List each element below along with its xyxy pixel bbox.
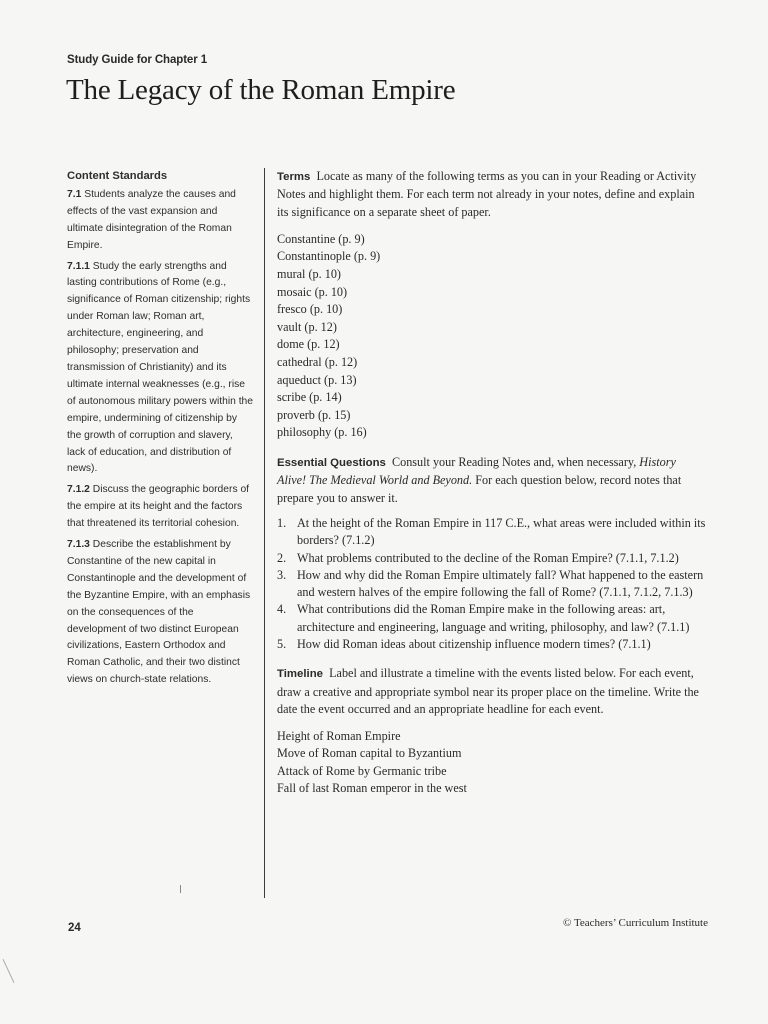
question-number: 3. — [277, 567, 287, 582]
question-number: 5. — [277, 636, 287, 651]
timeline-event: Height of Roman Empire — [277, 729, 401, 744]
standard-item — [67, 482, 253, 533]
timeline-instructions: Label and illustrate a timeline with the events listed below. For each event, draw a creative and appropriate symbol near its proper place on the timeline. Write the date the event occurred and an appropriate headline for each event. — [277, 666, 699, 716]
terms-section — [277, 168, 707, 442]
content-standards-heading: Content Standards — [67, 170, 168, 182]
question-text: What problems contributed to the decline of the Roman Empire? (7.1.1, 7.1.2) — [297, 550, 679, 565]
standard-text: Describe the establishment by Constantine of the new capital in Constantinople and the development of the Byzantine Empire, with an emphasis on the consequences of the development of two distinct European civilizations, Eastern Orthodox and Roman Catholic, and their two distinct views on church-state relations. — [67, 539, 251, 686]
term-item: mural (p. 10) — [277, 267, 341, 282]
standard-text: Discuss the geographic borders of the empire at its height and the factors that threatened its territorial cohesion. — [67, 484, 250, 530]
standard-code: 7.1 — [67, 188, 82, 200]
term-item: Constantine (p. 9) — [277, 231, 365, 246]
term-item: vault (p. 12) — [277, 319, 337, 334]
standard-code: 7.1.1 — [67, 260, 90, 272]
question-text: How and why did the Roman Empire ultimately fall? What happened to the eastern and western halves of the empire following the fall of Rome? (7.1.1, 7.1.2, 7.1.3) — [297, 567, 704, 600]
term-item: cathedral (p. 12) — [277, 355, 358, 370]
terms-list — [277, 231, 707, 442]
timeline-event: Attack of Rome by Germanic tribe — [277, 763, 447, 778]
page-number: 24 — [68, 922, 81, 934]
timeline-intro — [277, 665, 707, 718]
terms-heading: Terms — [277, 171, 311, 183]
question-number: 2. — [277, 550, 287, 565]
book-title: History Alive! The Medieval World and Beyond. — [277, 455, 676, 488]
essential-questions-section — [277, 454, 707, 653]
term-item: aqueduct (p. 13) — [277, 372, 357, 387]
question-text: How did Roman ideas about citizenship influence modern times? (7.1.1) — [297, 636, 651, 651]
question-number: 4. — [277, 602, 287, 617]
standard-code: 7.1.2 — [67, 484, 90, 496]
standard-text: Students analyze the causes and effects of the vast expansion and ultimate disintegration of the Roman Empire. — [67, 188, 236, 251]
question-item — [277, 515, 707, 550]
terms-instructions: Locate as many of the following terms as you can in your Reading or Activity Notes and highlight them. For each term not already in your notes, define and explain its significance on a separate sheet of paper. — [277, 169, 697, 219]
timeline-heading: Timeline — [277, 668, 324, 681]
scan-mark — [3, 959, 15, 983]
questions-intro-after: For each question below, record notes that prepare you to answer it. — [277, 473, 682, 505]
standard-item — [67, 537, 253, 689]
term-item: proverb (p. 15) — [277, 407, 351, 422]
term-item: Constantinople (p. 9) — [277, 249, 381, 264]
scan-mark — [180, 885, 181, 893]
term-item: scribe (p. 14) — [277, 390, 342, 405]
standard-item — [67, 187, 253, 255]
question-item — [277, 601, 707, 636]
guide-label: Study Guide for Chapter 1 — [67, 54, 207, 66]
standard-text: Study the early strengths and lasting contributions of Rome (e.g., significance of Roman citizenship; rights under Roman law; Roman art, architecture, engineering, and philosophy; preservation and transmission of Christianity) and its ultimate internal weaknesses (e.g., rise of autonomous military powers within the empire, undermining of citizenship by the growth of corruption and slavery, lack of education, and distribution of news). — [67, 260, 254, 475]
content-standards-column — [67, 168, 253, 693]
term-item: mosaic (p. 10) — [277, 284, 348, 299]
standard-item — [67, 259, 253, 479]
main-column — [277, 168, 707, 797]
questions-intro-before: Consult your Reading Notes and, when necessary, — [391, 455, 637, 470]
term-item: dome (p. 12) — [277, 337, 340, 352]
question-item — [277, 567, 707, 602]
timeline-section — [277, 665, 707, 797]
page-title: The Legacy of the Roman Empire — [66, 74, 456, 106]
term-item: fresco (p. 10) — [277, 302, 343, 317]
terms-intro — [277, 168, 707, 221]
question-text: At the height of the Roman Empire in 117 C.E., what areas were included within its borders? (7.1.2) — [297, 515, 706, 548]
question-item — [277, 550, 707, 567]
timeline-event: Fall of last Roman emperor in the west — [277, 781, 467, 796]
timeline-event: Move of Roman capital to Byzantium — [277, 746, 462, 761]
column-divider — [264, 168, 265, 898]
standard-code: 7.1.3 — [67, 539, 90, 551]
term-item: philosophy (p. 16) — [277, 425, 367, 440]
questions-intro — [277, 454, 707, 507]
question-number: 1. — [277, 515, 287, 530]
question-item — [277, 636, 707, 653]
questions-heading: Essential Questions — [277, 457, 386, 470]
publisher-credit: © Teachers’ Curriculum Institute — [563, 917, 708, 929]
timeline-events-list — [277, 728, 707, 797]
question-text: What contributions did the Roman Empire make in the following areas: art, architecture and engineering, language and writing, philosophy, and law? (7.1.1) — [297, 602, 690, 634]
questions-list — [277, 515, 707, 653]
